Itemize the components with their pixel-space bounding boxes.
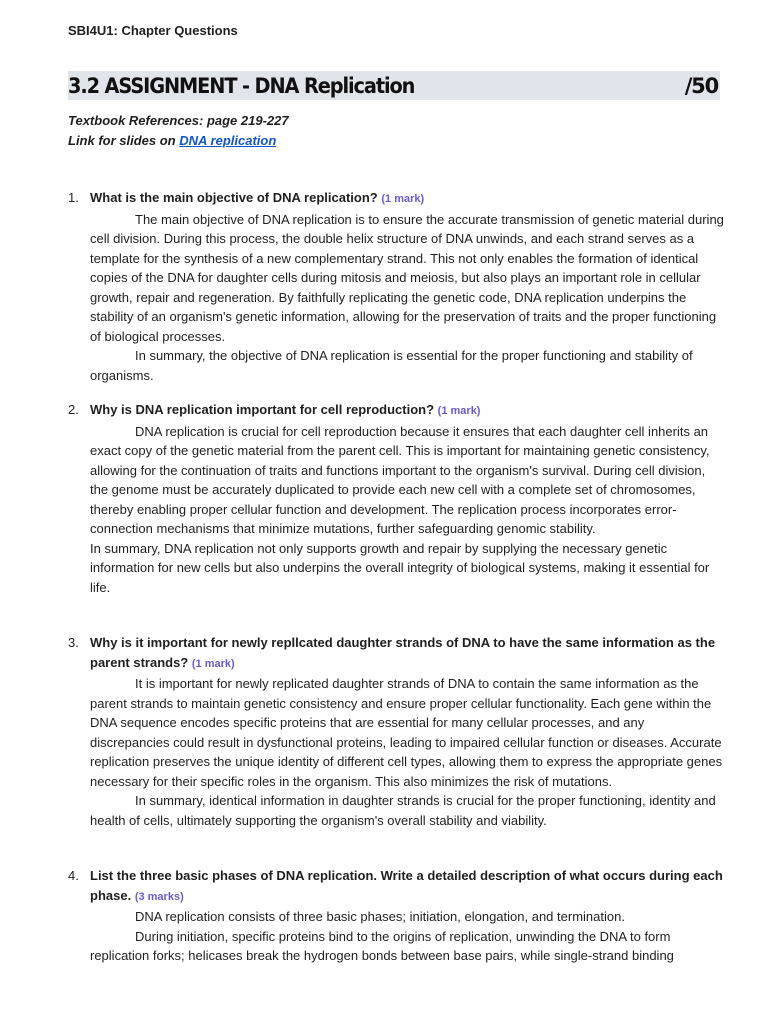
mark-value: (1 mark) xyxy=(191,657,235,670)
question-text: What is the main objective of DNA replication? xyxy=(90,190,378,205)
references xyxy=(68,111,289,151)
assignment-score: /50 xyxy=(684,73,718,98)
mark-value: (1 mark) xyxy=(437,405,481,417)
answer-paragraph: In summary, DNA replication not only supports growth and repair by supplying the necessary genetic information for new cells but also underpins the overall integrity of biological systems, making it essential for life. xyxy=(90,540,710,595)
answer-paragraph: DNA replication consists of three basic phases; initiation, elongation, and termination. xyxy=(135,909,625,924)
answer-paragraph: It is important for newly replicated daughter strands of DNA to contain the same information as the parent strands to maintain genetic consistency and ensure proper cellular functionality. Each gene within the DNA sequence encodes specific proteins that are essential for many cellular processes, and any discrepancies could result in dysfunctional proteins, leading to impaired cellular function or diseases. Accurate replication preserves the unique identity of different cell types, allowing them to express the appropriate genes necessary for their specific roles in the organism. This also minimizes the risk of mutations. xyxy=(90,676,723,789)
question-3 xyxy=(68,633,724,830)
slides-prefix: Link for slides on xyxy=(68,133,180,148)
slides-link[interactable]: DNA replication xyxy=(179,133,277,148)
question-number: 3. xyxy=(68,635,79,650)
question-number: 4. xyxy=(68,868,79,883)
answer-paragraph: In summary, the objective of DNA replication is essential for the proper functioning and stability of organisms. xyxy=(90,348,693,383)
question-number: 2. xyxy=(68,402,79,417)
answer-paragraph: The main objective of DNA replication is to ensure the accurate transmission of genetic material during cell division. During this process, the double helix structure of DNA unwinds, and each strand serves as a template for the synthesis of a new complementary strand. This not only enables the formation of identical copies of the DNA for daughter cells during mitosis and meiosis, but also plays an important role in cellular growth, repair and regeneration. By faithfully replicating the genetic code, DNA replication underpins the stability of an organism's genetic information, allowing for the preservation of traits and the proper functioning of biological processes. xyxy=(90,211,724,344)
textbook-reference: Textbook References: page 219-227 xyxy=(68,113,289,128)
question-1 xyxy=(68,188,724,385)
mark-value: (1 mark) xyxy=(381,193,425,205)
answer-paragraph: DNA replication is crucial for cell reproduction because it ensures that each daughter cell inherits an exact copy of the genetic material from the parent cell. This is important for maintaining genetic consistency, allowing for the continuation of traits and functions important to the organism's survival. During cell division, the genome must be accurately duplicated to provide each new cell with a complete set of chromosomes, thereby enabling proper cellular function and development. The replication process incorporates error-connection mechanisms that minimize mutations, further safeguarding genomic stability. xyxy=(90,423,710,536)
slides-reference xyxy=(68,131,289,151)
assignment-title-bar xyxy=(68,71,720,100)
question-text: Why is DNA replication important for cell reproduction? xyxy=(90,402,435,417)
question-text: List the three basic phases of DNA replication. Write a detailed description of what occurs during each phase. xyxy=(90,868,723,903)
question-4 xyxy=(68,866,724,966)
question-text: Why is it important for newly repllcated daughter strands of DNA to have the same information as the parent strands? xyxy=(90,635,716,670)
answer-paragraph: In summary, identical information in daughter strands is crucial for the proper functioning, identity and health of cells, ultimately supporting the organism's overall stability and viability. xyxy=(90,793,716,828)
answer-paragraph: During initiation, specific proteins bind to the origins of replication, unwinding the DNA to form replication forks; helicases break the hydrogen bonds between base pairs, while single-strand binding xyxy=(90,928,674,963)
question-2 xyxy=(68,400,724,597)
course-header: SBI4U1: Chapter Questions xyxy=(68,23,238,38)
mark-value: (3 marks) xyxy=(134,890,184,903)
question-number: 1. xyxy=(68,190,79,205)
assignment-title: 3.2 ASSIGNMENT - DNA Replication xyxy=(68,73,415,98)
